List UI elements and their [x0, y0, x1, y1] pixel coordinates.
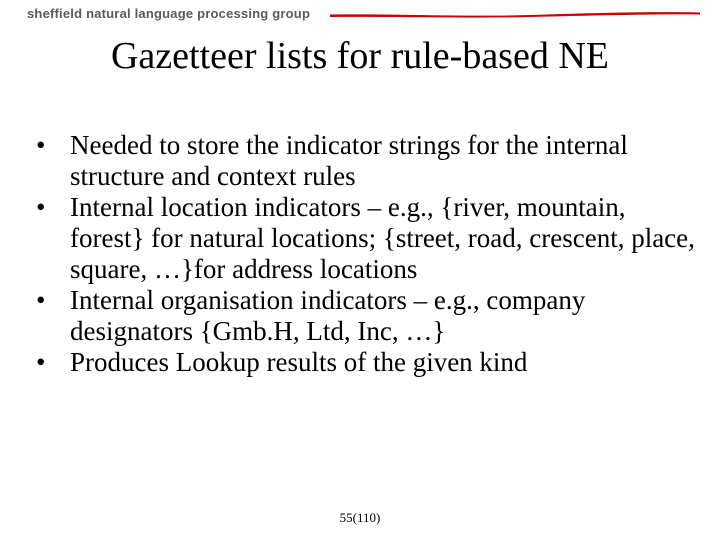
slide-title: Gazetteer lists for rule-based NE — [110, 35, 609, 77]
bullet-text: Internal organisation indicators – e.g., company designators {Gmb.H, Ltd, Inc, …} — [70, 285, 586, 346]
bullet-text: Produces Lookup results of the given kind — [70, 347, 528, 377]
group-logo-text: sheffield natural language processing group — [27, 6, 311, 21]
page-number: 55(110) — [339, 510, 381, 525]
header-rule — [330, 8, 700, 20]
bullet-item — [36, 285, 696, 347]
bullet-marker: • — [36, 130, 46, 160]
bullet-text: Internal location indicators – e.g., {river, mountain, forest} for natural locations; {street, road, crescent, place, square, …}for address locations — [70, 192, 695, 284]
header-rule-stroke — [330, 12, 700, 17]
bullet-item — [36, 347, 696, 378]
bullet-marker: • — [36, 192, 46, 222]
bullet-item — [36, 192, 696, 285]
bullet-marker: • — [36, 347, 46, 377]
bullet-text: Needed to store the indicator strings for the internal structure and context rules — [70, 130, 628, 191]
bullet-marker: • — [36, 285, 46, 315]
bullet-list — [36, 130, 696, 378]
bullet-item — [36, 130, 696, 192]
